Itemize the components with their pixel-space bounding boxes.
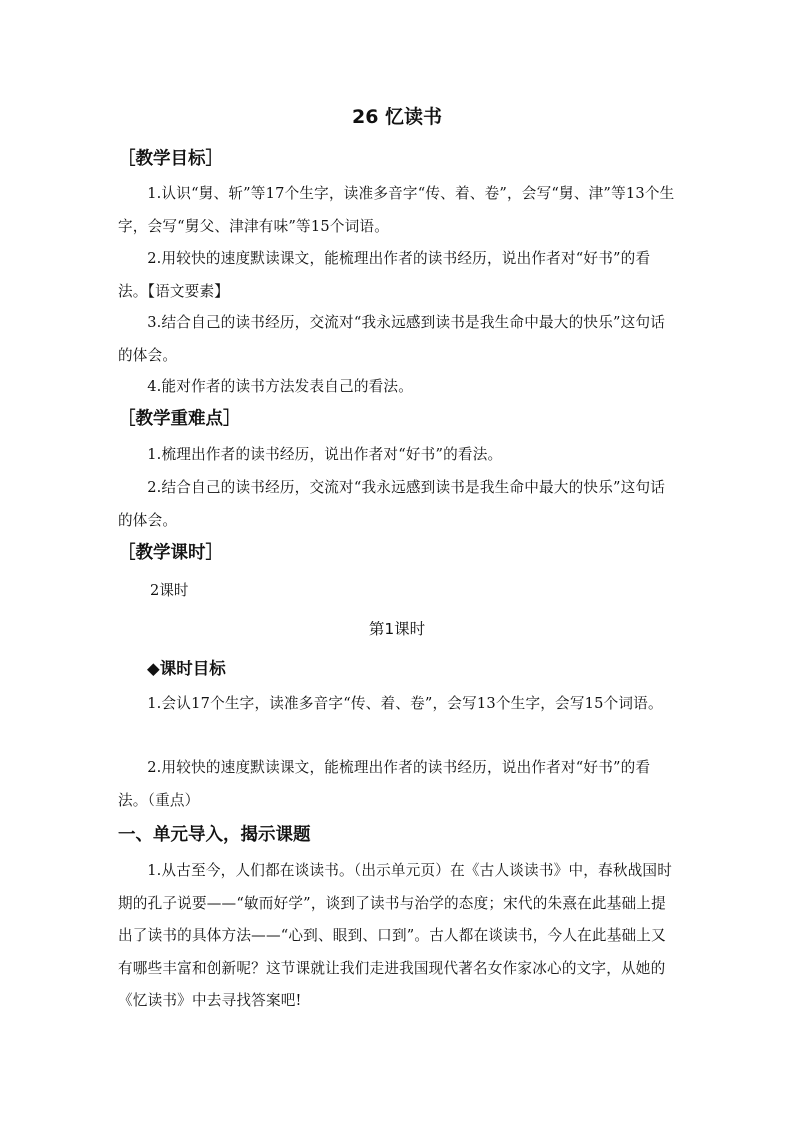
key-point-2: 2.结合自己的读书经历，交流对“我永远感到读书是我生命中最大的快乐”这句话的体会。 [118,479,666,529]
lesson-goal-heading: ◆课时目标 [147,659,226,678]
heading-class-hours: ［教学课时］ [118,543,223,563]
goal-4: 4.能对作者的读书方法发表自己的看法。 [147,378,414,395]
goal-2: 2.用较快的速度默读课文，能梳理出作者的读书经历，说出作者对“好书”的看法。【语文要素】 [118,250,651,300]
key-point-1: 1.梳理出作者的读书经历，说出作者对“好书”的看法。 [147,446,503,463]
part1-heading: 一、单元导入，揭示课题 [118,825,311,845]
part1-paragraph: 1.从古至今，人们都在谈读书。（出示单元页）在《古人谈读书》中，春秋战国时期的孔子说要——“敏而好学”，谈到了读书与治学的态度；宋代的朱熹在此基础上提出了读书的具体方法——“心到、眼到、口到”。古人都在谈读书，今人在此基础上又有哪些丰富和创新呢？这节课就让我们走进我国现代著名女作家冰心的文字，从她的《忆读书》中去寻找答案吧! [118,862,672,1009]
heading-teaching-goals: ［教学目标］ [118,149,223,169]
page-title: 26 忆读书 [351,106,443,128]
lesson-heading: 第1课时 [368,620,426,638]
heading-key-points: ［教学重难点］ [118,409,241,429]
lesson-goal-1: 1.会认17个生字，读准多音字“传、着、卷”，会写13个生字，会写15个词语。 [147,695,663,712]
lesson-goal-2: 2.用较快的速度默读课文，能梳理出作者的读书经历，说出作者对“好书”的看法。（重点） [118,759,651,809]
goal-3: 3.结合自己的读书经历，交流对“我永远感到读书是我生命中最大的快乐”这句话的体会。 [118,314,666,364]
goal-1: 1.认识“舅、斩”等17个生字，读准多音字“传、着、卷”，会写“舅、津”等13个生字，会写“舅父、津津有味”等15个词语。 [118,185,675,235]
class-hours-value: 2课时 [150,582,189,599]
